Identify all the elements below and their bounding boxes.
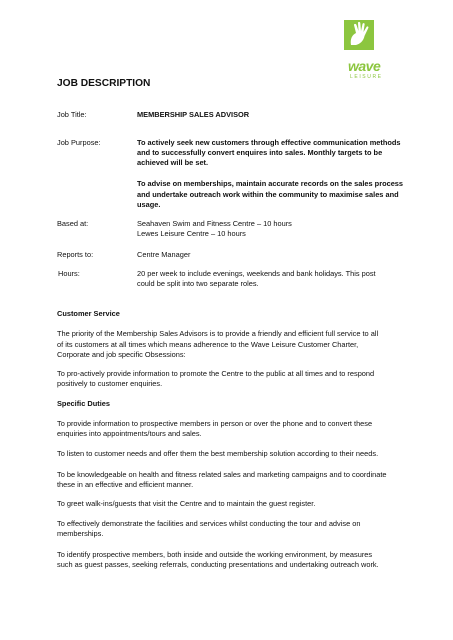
job-purpose-label: Job Purpose: — [57, 138, 101, 147]
specific-duties-heading: Specific Duties — [57, 399, 110, 408]
paragraph-line: Corporate and job specific Obsessions: — [57, 350, 186, 359]
job-purpose-line: To advise on memberships, maintain accurate records on the sales process — [137, 179, 404, 188]
duty-line: To effectively demonstrate the facilities and services whilst conducting the tour and advise on — [57, 519, 361, 528]
hours-label: Hours: — [58, 269, 80, 278]
job-purpose-line: usage. — [137, 200, 161, 209]
duty-line: To listen to customer needs and offer them the best membership solution according to their needs. — [57, 449, 379, 458]
job-purpose-line: and undertake outreach work within the community to maximise sales and — [137, 190, 399, 199]
duty-line: To provide information to prospective members in person or over the phone and to convert these — [57, 419, 373, 428]
duty-line: such as guest passes, seeking referrals, conducting presentations and undertaking outreach work. — [57, 560, 379, 569]
paragraph-line: of its customers at all times which means adherence to the Wave Leisure Customer Charter, — [57, 340, 359, 349]
hand-logo-icon — [344, 20, 374, 50]
duty-line: To be knowledgeable on health and fitness related sales and marketing campaigns and to coordinate — [57, 470, 387, 479]
customer-service-heading: Customer Service — [57, 309, 120, 318]
reports-to-value: Centre Manager — [137, 250, 191, 259]
hours-line: could be split into two separate roles. — [137, 279, 259, 288]
job-purpose-line: and to successfully convert enquires into sales. Monthly targets to be — [137, 148, 383, 157]
duty-line: enquiries into appointments/tours and sales. — [57, 429, 202, 438]
job-title-value: MEMBERSHIP SALES ADVISOR — [137, 110, 250, 119]
duty-line: To identify prospective members, both inside and outside the working environment, by measures — [57, 550, 373, 559]
based-at-line: Lewes Leisure Centre – 10 hours — [137, 229, 246, 238]
duty-line: memberships. — [57, 529, 104, 538]
paragraph-line: The priority of the Membership Sales Advisors is to provide a friendly and efficient full service to all — [57, 329, 379, 338]
based-at-label: Based at: — [57, 219, 89, 228]
based-at-line: Seahaven Swim and Fitness Centre – 10 hours — [137, 219, 292, 228]
hours-line: 20 per week to include evenings, weekends and bank holidays. This post — [137, 269, 376, 278]
paragraph-line: To pro-actively provide information to promote the Centre to the public at all times and to respond — [57, 369, 375, 378]
logo-subtitle: LEISURE — [350, 74, 383, 80]
job-purpose-line: To actively seek new customers through effective communication methods — [137, 138, 401, 147]
wave-leisure-logo — [344, 20, 408, 80]
reports-to-label: Reports to: — [57, 250, 94, 259]
duty-line: To greet walk-ins/guests that visit the Centre and to maintain the guest register. — [57, 499, 316, 508]
logo-wordmark: wave — [348, 58, 381, 74]
paragraph-line: positively to customer enquiries. — [57, 379, 163, 388]
duty-line: these in an effective and efficient manner. — [57, 480, 194, 489]
page-title: JOB DESCRIPTION — [57, 78, 151, 89]
job-purpose-line: achieved will be set. — [137, 158, 209, 167]
job-title-label: Job Title: — [57, 110, 87, 119]
